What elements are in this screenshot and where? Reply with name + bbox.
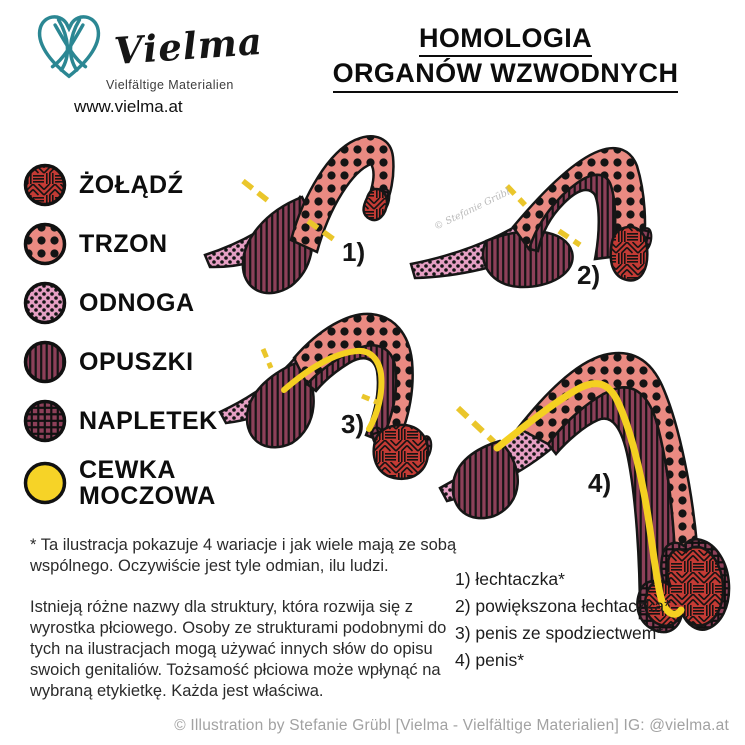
figure-3 bbox=[220, 314, 433, 479]
legend-label: TRZON bbox=[79, 229, 168, 258]
figure-1-label: 1) bbox=[342, 237, 366, 267]
figure-3-label: 3) bbox=[341, 409, 365, 439]
figure-2-label: 2) bbox=[577, 260, 601, 290]
figure-1-mark-a bbox=[243, 181, 271, 203]
variant-item-1: 1) łechtaczka* bbox=[455, 569, 565, 589]
variant-item-2: 2) powiększona łechtaczka* bbox=[455, 596, 671, 616]
figure-4-label: 4) bbox=[588, 468, 612, 498]
figure-4-bulb bbox=[453, 441, 518, 518]
page-title-line2: ORGANÓW WZWODNYCH bbox=[333, 57, 679, 92]
figure-3-mark-a bbox=[263, 349, 271, 368]
page-title-line1: HOMOLOGIA bbox=[419, 22, 592, 57]
figure-2 bbox=[411, 148, 653, 290]
brand-url: www.vielma.at bbox=[74, 97, 183, 116]
figure-3-glans bbox=[374, 425, 428, 479]
legend-label: CEWKA MOCZOWA bbox=[79, 456, 216, 511]
legend-label: NAPLETEK bbox=[79, 406, 218, 435]
variant-list bbox=[455, 566, 671, 674]
note-paragraph-2: Istnieją różne nazwy dla struktury, która rozwija się z wyrostka płciowego. Osoby ze strukturami podobnymi do tych na ilustracjach mogą używać innych słów do opisu swoich genitaliów. Tożsamość płciowa może wpłynąć na wybraną etykietkę. Każda jest właściwa. bbox=[30, 598, 447, 701]
legend-label: ODNOGA bbox=[79, 288, 195, 317]
legend-label: OPUSZKI bbox=[79, 347, 194, 376]
variant-item-4: 4) penis* bbox=[455, 650, 525, 670]
brand-name: Vielma bbox=[112, 18, 265, 74]
figure-1 bbox=[205, 136, 393, 293]
figure-4-mark bbox=[458, 408, 494, 442]
variant-item-3: 3) penis ze spodziectwem* bbox=[455, 623, 664, 643]
note-paragraph-1: * Ta ilustracja pokazuje 4 wariacje i jak wiele mają ze sobą wspólnego. Oczywiście jest tyle odmian, ilu ludzi. bbox=[30, 536, 457, 576]
brand-tagline: Vielfältige Materialien bbox=[106, 78, 234, 92]
figure-2-glans bbox=[611, 227, 648, 280]
figure-1-glans bbox=[364, 189, 387, 220]
credit-line: © Illustration by Stefanie Grübl [Vielma - Vielfältige Materialien] IG: @vielma.at bbox=[174, 717, 729, 734]
legend-label: ŻOŁĄDŹ bbox=[79, 170, 184, 199]
figure-2-watermark: © Stefanie Grübl bbox=[432, 186, 512, 233]
